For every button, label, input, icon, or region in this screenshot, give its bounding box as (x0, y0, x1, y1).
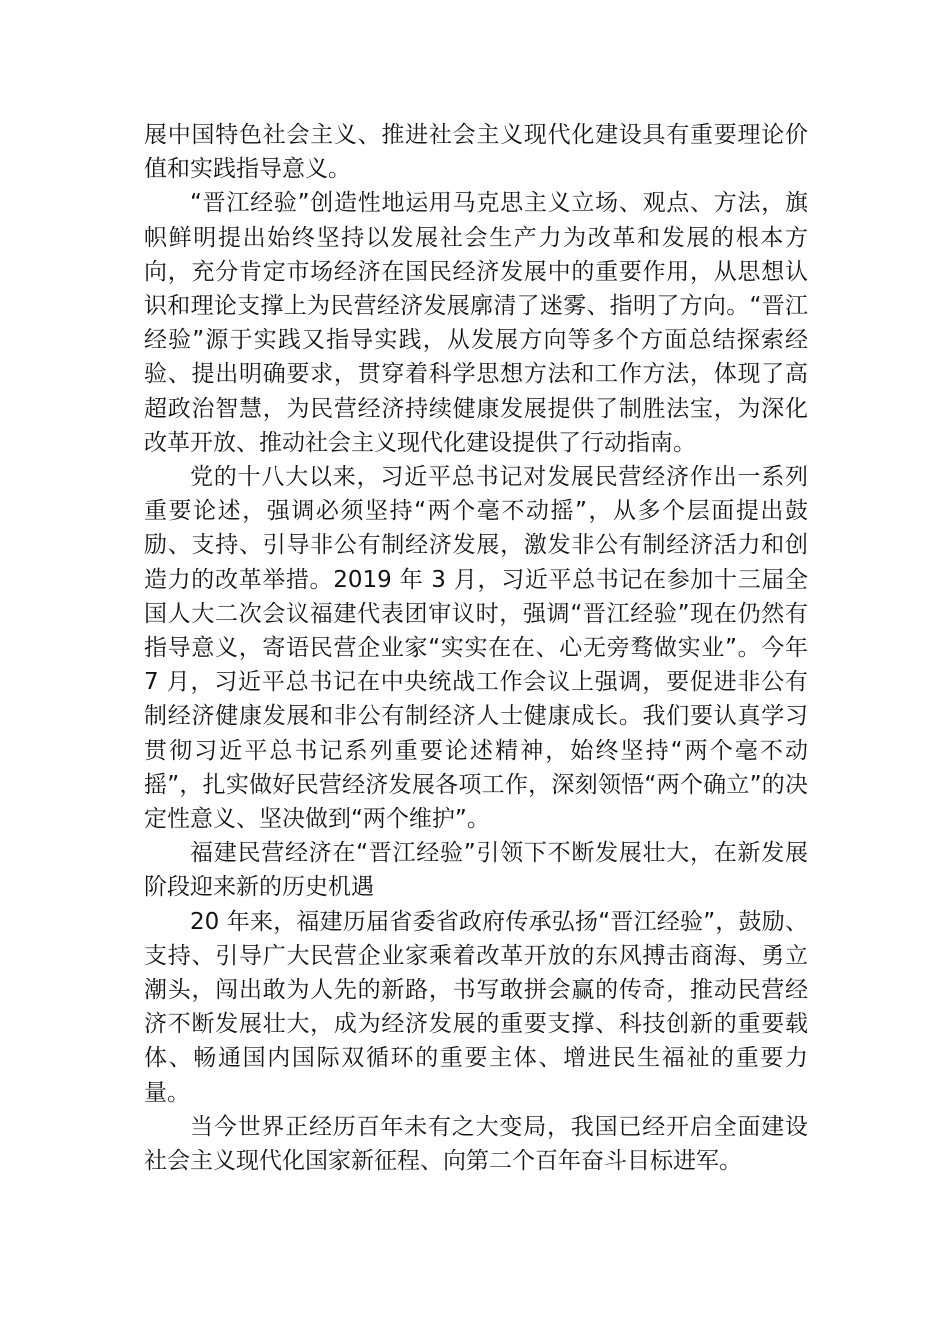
paragraph-world-changes: 当今世界正经历百年未有之大变局，我国已经开启全面建设社会主义现代化国家新征程、向第二个百年奋斗目标进军。 (144, 1113, 808, 1175)
paragraph-twenty-years: 20 年来，福建历届省委省政府传承弘扬“晋江经验”，鼓励、支持、引导广大民营企业家乘着改革开放的东风搏击商海、勇立潮头，闯出敢为人先的新路，书写敢拼会赢的传奇，推动民营经济不断发展壮大，成为经济发展的重要支撑、科技创新的重要载体、畅通国内国际双循环的重要主体、增进民生福祉的重要力量。 (144, 908, 808, 1106)
paragraph-jinjiang-experience: “晋江经验”创造性地运用马克思主义立场、观点、方法，旗帜鲜明提出始终坚持以发展社会生产力为改革和发展的根本方向，充分肯定市场经济在国民经济发展中的重要作用，从思想认识和理论支撑上为民营经济发展廓清了迷雾、指明了方向。“晋江经验”源于实践又指导实践，从发展方向等多个方面总结探索经验、提出明确要求，贯穿着科学思想方法和工作方法，体现了高超政治智慧，为民营经济持续健康发展提供了制胜法宝，为深化改革开放、推动社会主义现代化建设提供了行动指南。 (144, 190, 808, 456)
paragraph-continuation: 展中国特色社会主义、推进社会主义现代化建设具有重要理论价值和实践指导意义。 (144, 122, 808, 183)
section-heading-fujian-private-economy: 福建民营经济在“晋江经验”引领下不断发展壮大，在新发展阶段迎来新的历史机遇 (144, 840, 808, 901)
document-body (144, 118, 808, 1178)
paragraph-since-18th-congress: 党的十八大以来，习近平总书记对发展民营经济作出一系列重要论述，强调必须坚持“两个毫不动摇”，从多个层面提出鼓励、支持、引导非公有制经济发展，激发非公有制经济活力和创造力的改革举措。2019 年 3 月，习近平总书记在参加十三届全国人大二次会议福建代表团审议时，强调“晋江经验”现在仍然有指导意义，寄语民营企业家“实实在在、心无旁骛做实业”。今年 7 月，习近平总书记在中央统战工作会议上强调，要促进非公有制经济健康发展和非公有制经济人士健康成长。我们要认真学习贯彻习近平总书记系列重要论述精神，始终坚持“两个毫不动摇”，扎实做好民营经济发展各项工作，深刻领悟“两个确立”的决定性意义、坚决做到“两个维护”。 (144, 464, 808, 833)
